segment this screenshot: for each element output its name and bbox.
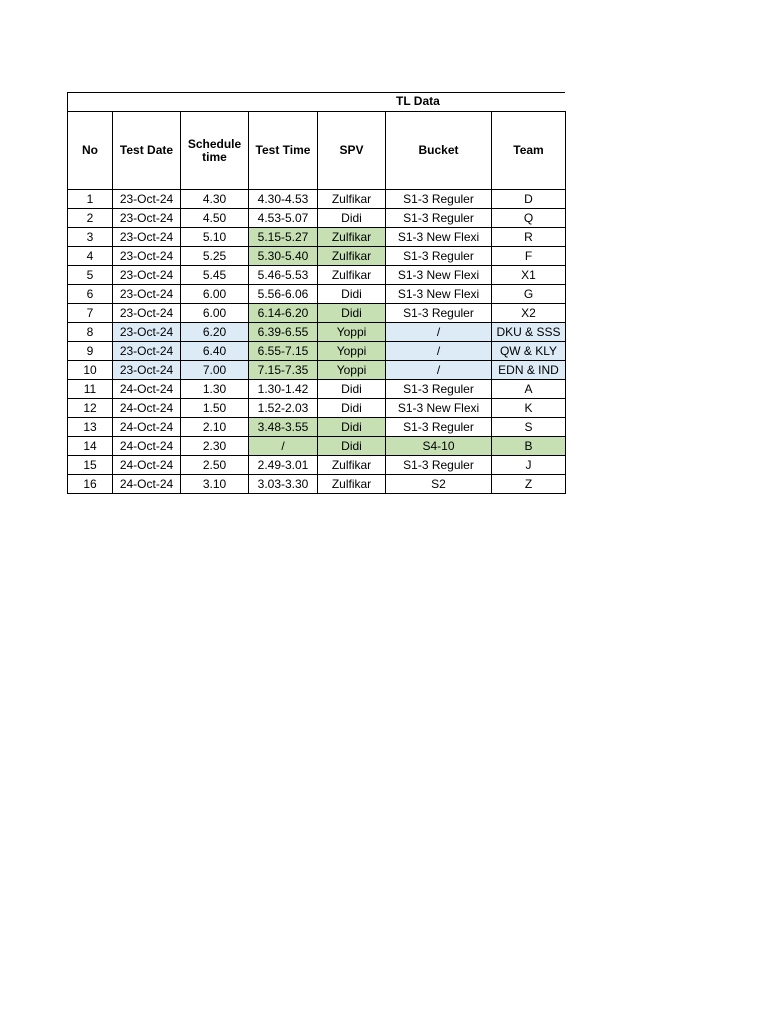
cell-bucket[interactable]: S1-3 Reguler [386,209,492,228]
cell-schedule-time[interactable]: 7.00 [181,361,249,380]
table-row [68,380,566,399]
cell-no[interactable]: 16 [68,475,113,494]
cell-spv[interactable]: Zulfikar [318,228,386,247]
cell-bucket[interactable]: S1-3 Reguler [386,380,492,399]
cell-team[interactable]: X2 [492,304,566,323]
cell-test-time[interactable]: 3.48-3.55 [249,418,318,437]
cell-bucket[interactable]: / [386,342,492,361]
cell-schedule-time[interactable]: 5.25 [181,247,249,266]
cell-spv[interactable]: Zulfikar [318,456,386,475]
table-body [68,190,566,494]
cell-spv[interactable]: Zulfikar [318,266,386,285]
cell-no[interactable]: 3 [68,228,113,247]
cell-spv[interactable]: Didi [318,380,386,399]
cell-test-time[interactable]: 6.55-7.15 [249,342,318,361]
cell-bucket[interactable]: S1-3 New Flexi [386,266,492,285]
cell-bucket[interactable]: S1-3 Reguler [386,418,492,437]
cell-schedule-time[interactable]: 5.45 [181,266,249,285]
cell-bucket[interactable]: / [386,361,492,380]
cell-bucket[interactable]: S1-3 Reguler [386,190,492,209]
cell-team[interactable]: Z [492,475,566,494]
cell-test-time[interactable]: 3.03-3.30 [249,475,318,494]
cell-test-time[interactable]: 5.30-5.40 [249,247,318,266]
cell-test-date[interactable]: 24-Oct-24 [113,456,181,475]
spreadsheet [67,92,565,494]
cell-team[interactable]: F [492,247,566,266]
tl-data-table [67,111,566,494]
header-no[interactable]: No [68,112,113,190]
cell-bucket[interactable]: / [386,323,492,342]
cell-team[interactable]: J [492,456,566,475]
cell-schedule-time[interactable]: 1.50 [181,399,249,418]
cell-schedule-time[interactable]: 2.50 [181,456,249,475]
table-title: TL Data [396,94,440,108]
cell-spv[interactable]: Didi [318,399,386,418]
cell-no[interactable]: 12 [68,399,113,418]
cell-schedule-time[interactable]: 6.00 [181,304,249,323]
cell-no[interactable]: 5 [68,266,113,285]
cell-test-date[interactable]: 23-Oct-24 [113,342,181,361]
cell-test-time[interactable]: 1.30-1.42 [249,380,318,399]
cell-schedule-time[interactable]: 3.10 [181,475,249,494]
cell-no[interactable]: 7 [68,304,113,323]
cell-team[interactable]: DKU & SSS [492,323,566,342]
table-row [68,228,566,247]
table-row [68,418,566,437]
table-row [68,437,566,456]
table-row [68,190,566,209]
cell-test-time[interactable]: 4.53-5.07 [249,209,318,228]
cell-schedule-time[interactable]: 5.10 [181,228,249,247]
cell-spv[interactable]: Didi [318,304,386,323]
table-row [68,304,566,323]
header-row [68,112,566,190]
cell-test-date[interactable]: 23-Oct-24 [113,228,181,247]
cell-spv[interactable]: Didi [318,209,386,228]
cell-no[interactable]: 6 [68,285,113,304]
cell-test-date[interactable]: 23-Oct-24 [113,266,181,285]
cell-no[interactable]: 15 [68,456,113,475]
cell-team[interactable]: B [492,437,566,456]
cell-team[interactable]: G [492,285,566,304]
cell-test-date[interactable]: 24-Oct-24 [113,437,181,456]
header-team[interactable]: Team [492,112,566,190]
cell-test-time[interactable]: / [249,437,318,456]
cell-bucket[interactable]: S1-3 Reguler [386,304,492,323]
table-row [68,456,566,475]
table-row [68,247,566,266]
cell-no[interactable]: 1 [68,190,113,209]
cell-bucket[interactable]: S2 [386,475,492,494]
cell-spv[interactable]: Didi [318,418,386,437]
cell-test-date[interactable]: 23-Oct-24 [113,247,181,266]
cell-test-date[interactable]: 23-Oct-24 [113,323,181,342]
cell-test-time[interactable]: 2.49-3.01 [249,456,318,475]
cell-test-time[interactable]: 6.14-6.20 [249,304,318,323]
cell-test-date[interactable]: 23-Oct-24 [113,209,181,228]
cell-schedule-time[interactable]: 2.30 [181,437,249,456]
header-schedule-time[interactable]: Schedule time [181,112,249,190]
cell-team[interactable]: A [492,380,566,399]
cell-no[interactable]: 13 [68,418,113,437]
cell-schedule-time[interactable]: 1.30 [181,380,249,399]
cell-test-date[interactable]: 24-Oct-24 [113,380,181,399]
cell-test-date[interactable]: 23-Oct-24 [113,190,181,209]
header-spv[interactable]: SPV [318,112,386,190]
cell-test-time[interactable]: 6.39-6.55 [249,323,318,342]
cell-test-time[interactable]: 5.56-6.06 [249,285,318,304]
table-row [68,361,566,380]
cell-schedule-time[interactable]: 2.10 [181,418,249,437]
cell-spv[interactable]: Zulfikar [318,190,386,209]
cell-bucket[interactable]: S1-3 New Flexi [386,228,492,247]
cell-team[interactable]: EDN & IND [492,361,566,380]
cell-spv[interactable]: Yoppi [318,342,386,361]
header-test-time[interactable]: Test Time [249,112,318,190]
cell-team[interactable]: QW & KLY [492,342,566,361]
cell-test-date[interactable]: 23-Oct-24 [113,285,181,304]
cell-bucket[interactable]: S1-3 New Flexi [386,285,492,304]
cell-bucket[interactable]: S1-3 Reguler [386,456,492,475]
cell-no[interactable]: 11 [68,380,113,399]
cell-bucket[interactable]: S4-10 [386,437,492,456]
cell-spv[interactable]: Didi [318,285,386,304]
cell-test-time[interactable]: 5.46-5.53 [249,266,318,285]
cell-spv[interactable]: Yoppi [318,323,386,342]
cell-test-time[interactable]: 1.52-2.03 [249,399,318,418]
cell-spv[interactable]: Yoppi [318,361,386,380]
header-bucket[interactable]: Bucket [386,112,492,190]
table-row [68,323,566,342]
cell-no[interactable]: 10 [68,361,113,380]
cell-spv[interactable]: Zulfikar [318,247,386,266]
cell-test-time[interactable]: 7.15-7.35 [249,361,318,380]
cell-team[interactable]: K [492,399,566,418]
cell-no[interactable]: 14 [68,437,113,456]
cell-test-date[interactable]: 24-Oct-24 [113,418,181,437]
cell-test-date[interactable]: 24-Oct-24 [113,475,181,494]
cell-schedule-time[interactable]: 6.00 [181,285,249,304]
cell-spv[interactable]: Zulfikar [318,475,386,494]
cell-schedule-time[interactable]: 6.20 [181,323,249,342]
cell-test-date[interactable]: 24-Oct-24 [113,399,181,418]
cell-spv[interactable]: Didi [318,437,386,456]
cell-team[interactable]: S [492,418,566,437]
table-row [68,266,566,285]
title-row [67,92,565,111]
cell-bucket[interactable]: S1-3 Reguler [386,247,492,266]
cell-test-date[interactable]: 23-Oct-24 [113,361,181,380]
cell-no[interactable]: 2 [68,209,113,228]
cell-test-date[interactable]: 23-Oct-24 [113,304,181,323]
cell-no[interactable]: 9 [68,342,113,361]
cell-team[interactable]: Q [492,209,566,228]
cell-test-time[interactable]: 4.30-4.53 [249,190,318,209]
table-row [68,399,566,418]
cell-test-time[interactable]: 5.15-5.27 [249,228,318,247]
cell-bucket[interactable]: S1-3 New Flexi [386,399,492,418]
cell-schedule-time[interactable]: 4.30 [181,190,249,209]
cell-no[interactable]: 8 [68,323,113,342]
cell-team[interactable]: D [492,190,566,209]
table-row [68,342,566,361]
cell-team[interactable]: X1 [492,266,566,285]
cell-schedule-time[interactable]: 4.50 [181,209,249,228]
table-row [68,475,566,494]
cell-no[interactable]: 4 [68,247,113,266]
cell-schedule-time[interactable]: 6.40 [181,342,249,361]
table-row [68,209,566,228]
cell-team[interactable]: R [492,228,566,247]
header-test-date[interactable]: Test Date [113,112,181,190]
table-row [68,285,566,304]
